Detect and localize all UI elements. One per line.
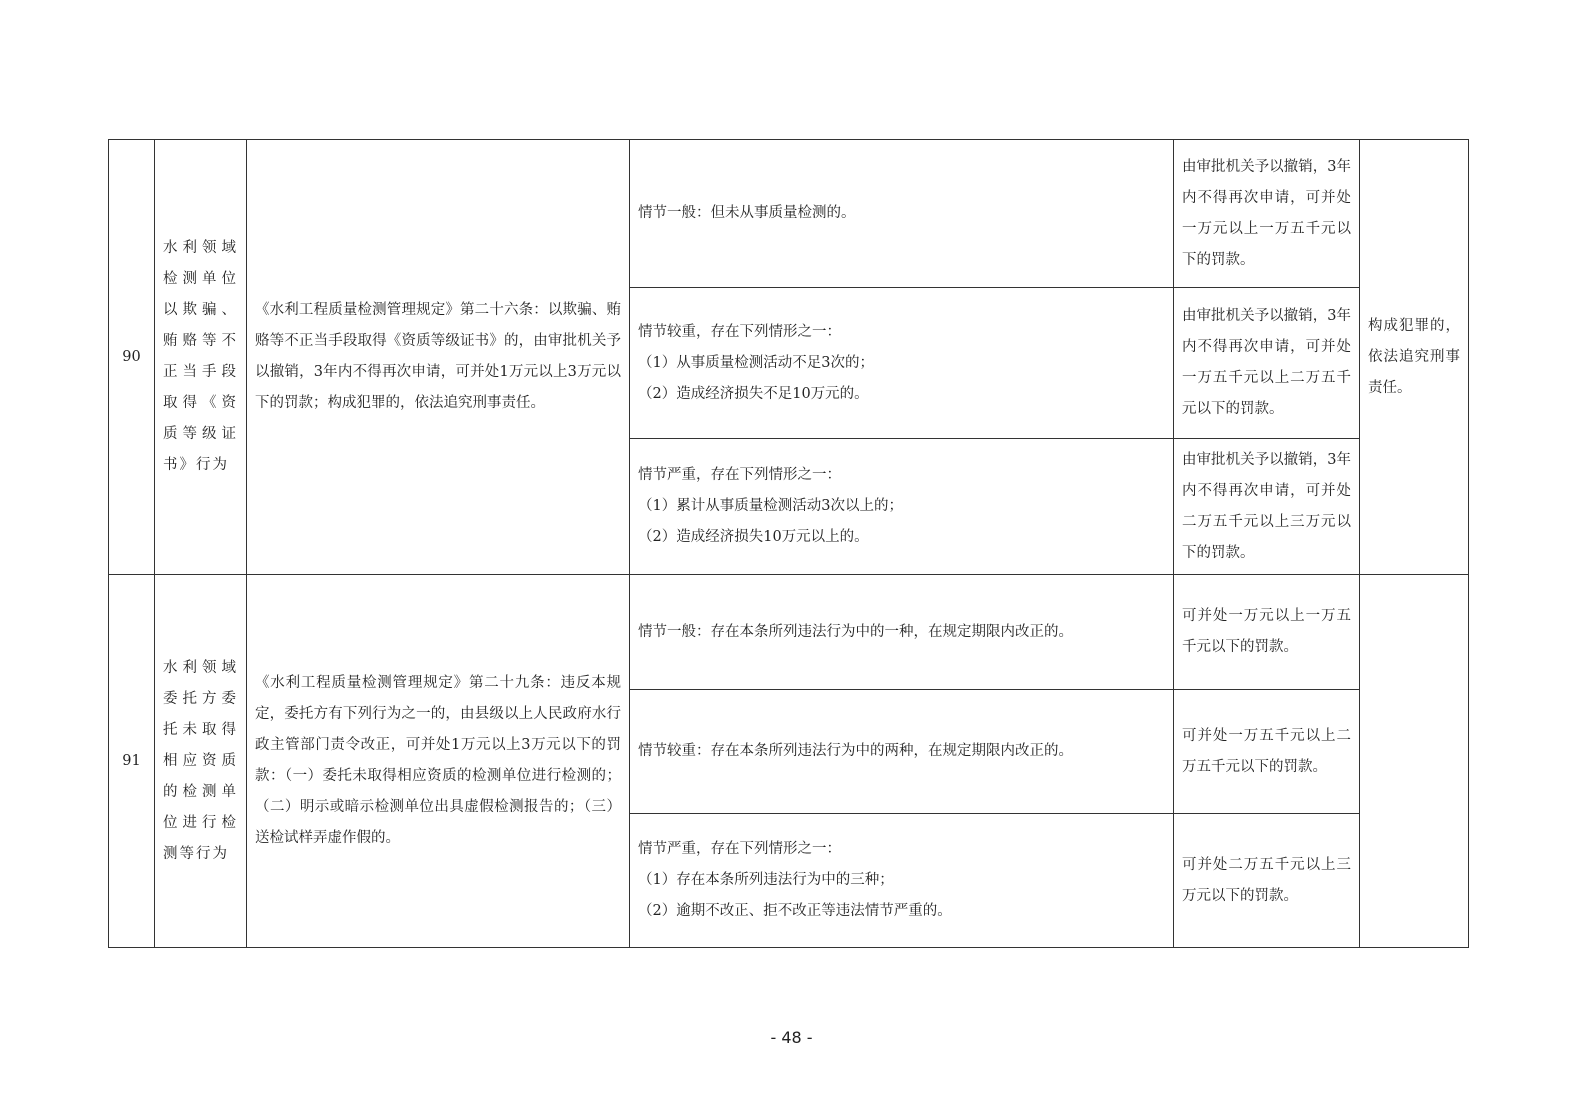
circumstance-line: （2）造成经济损失10万元以上的。	[638, 529, 869, 545]
row-number: 91	[109, 575, 155, 948]
violation-behavior: 水利领域检测单位以欺骗、贿赂等不正当手段取得《资质等级证书》行为	[155, 140, 247, 575]
legal-basis: 《水利工程质量检测管理规定》第二十六条：以欺骗、贿赂等不正当手段取得《资质等级证书》的，由审批机关予以撤销，3年内不得再次申请，可并处1万元以上3万元以下的罚款；构成犯罪的，依法追究刑事责任。	[247, 140, 630, 575]
penalty-cell: 可并处一万五千元以上二万五千元以下的罚款。	[1174, 690, 1360, 814]
legal-basis: 《水利工程质量检测管理规定》第二十九条：违反本规定，委托方有下列行为之一的，由县级以上人民政府水行政主管部门责令改正，可并处1万元以上3万元以下的罚款：（一）委托未取得相应资质的检测单位进行检测的；（二）明示或暗示检测单位出具虚假检测报告的；（三）送检试样弄虚作假的。	[247, 575, 630, 948]
penalty-cell: 可并处一万元以上一万五千元以下的罚款。	[1174, 575, 1360, 690]
violation-behavior: 水利领域委托方委托未取得相应资质的检测单位进行检测等行为	[155, 575, 247, 948]
table-row	[109, 575, 1469, 690]
circumstance-line: （2）造成经济损失不足10万元的。	[638, 385, 869, 402]
circumstance-line: （2）逾期不改正、拒不改正等违法情节严重的。	[638, 903, 952, 919]
penalty-cell: 由审批机关予以撤销，3年内不得再次申请，可并处一万元以上一万五千元以下的罚款。	[1174, 140, 1360, 288]
circumstance-cell	[630, 439, 1174, 575]
circumstance-line: 情节一般：但未从事质量检测的。	[638, 205, 856, 221]
circumstance-line: 情节一般：存在本条所列违法行为中的一种，在规定期限内改正的。	[638, 623, 1073, 640]
circumstance-cell	[630, 140, 1174, 288]
penalty-cell: 可并处二万五千元以上三万元以下的罚款。	[1174, 814, 1360, 948]
circumstance-line: （1）累计从事质量检测活动3次以上的；	[638, 498, 903, 514]
circumstance-line: 情节较重，存在下列情形之一：	[638, 323, 841, 340]
circumstance-line: （1）从事质量检测活动不足3次的；	[638, 354, 874, 371]
penalty-cell: 由审批机关予以撤销，3年内不得再次申请，可并处二万五千元以上三万元以下的罚款。	[1174, 439, 1360, 575]
table-row	[109, 140, 1469, 288]
criminal-liability: 构成犯罪的，依法追究刑事责任。	[1360, 140, 1469, 575]
circumstance-cell	[630, 575, 1174, 690]
circumstance-line: 情节较重：存在本条所列违法行为中的两种，在规定期限内改正的。	[638, 743, 1073, 759]
criminal-liability	[1360, 575, 1469, 948]
circumstance-cell	[630, 288, 1174, 439]
circumstance-cell	[630, 814, 1174, 948]
penalty-standards-table	[108, 139, 1469, 948]
row-number: 90	[109, 140, 155, 575]
penalty-cell: 由审批机关予以撤销，3年内不得再次申请，可并处一万五千元以上二万五千元以下的罚款。	[1174, 288, 1360, 439]
circumstance-line: （1）存在本条所列违法行为中的三种；	[638, 872, 894, 888]
circumstance-line: 情节严重，存在下列情形之一：	[638, 841, 841, 857]
circumstance-line: 情节严重，存在下列情形之一：	[638, 467, 841, 483]
page-number: - 48 -	[770, 1028, 813, 1047]
circumstance-cell	[630, 690, 1174, 814]
